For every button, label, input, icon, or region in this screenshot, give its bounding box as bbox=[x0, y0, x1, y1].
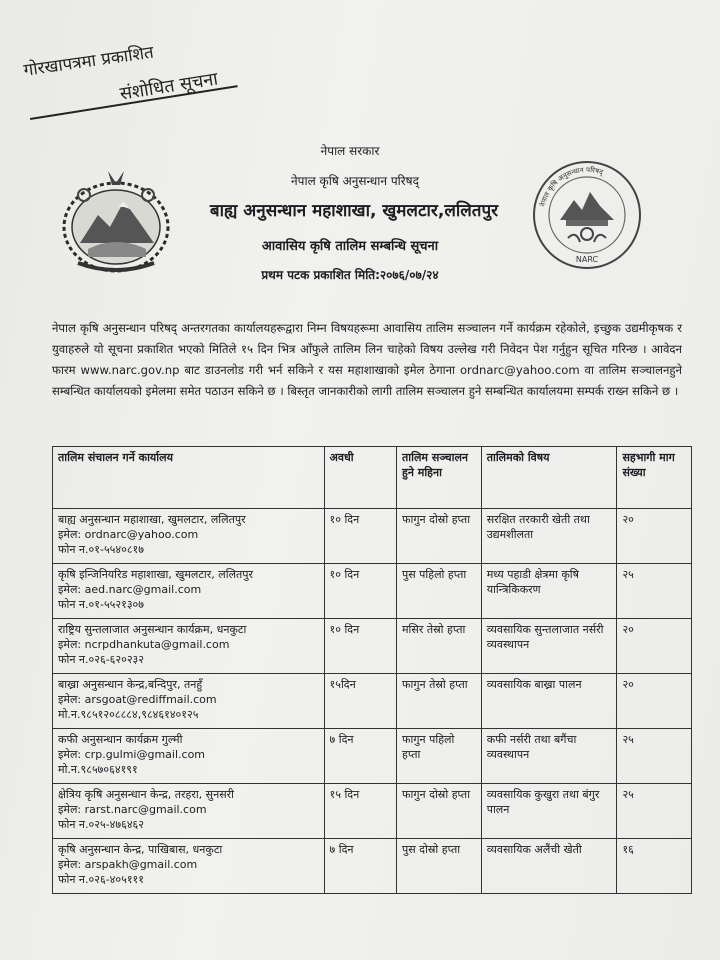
cell-duration: १५दिन bbox=[324, 674, 396, 729]
cell-office bbox=[53, 674, 325, 729]
office-name: कफी अनुसन्धान कार्यक्रम गुल्मी bbox=[58, 733, 183, 746]
handwritten-note-revised: संशोधित सूचना bbox=[118, 68, 220, 105]
cell-month: फागुन दोस्रो हप्ता bbox=[396, 509, 481, 564]
header-line-division: बाह्य अनुसन्धान महाशाखा, खुमलटार,ललितपुर bbox=[209, 201, 499, 221]
col-header-participants: सहभागी माग संख्या bbox=[617, 447, 692, 509]
office-phone: फोन न.०१-५५२१३०७ bbox=[58, 598, 144, 611]
cell-subject: सरक्षित तरकारी खेती तथा उद्यमशीलता bbox=[481, 509, 617, 564]
cell-duration: ७ दिन bbox=[324, 729, 396, 784]
table-row bbox=[53, 784, 692, 839]
table-row bbox=[53, 839, 692, 894]
cell-duration: १५ दिन bbox=[324, 784, 396, 839]
office-name: बाख्रा अनुसन्धान केन्द्र,बन्दिपुर, तनहुँ bbox=[58, 678, 203, 691]
table-header-row bbox=[53, 447, 692, 509]
office-phone: मो.न.९८५७०६४१९१ bbox=[58, 763, 138, 776]
col-header-office: तालिम संचालन गर्ने कार्यालय bbox=[53, 447, 325, 509]
cell-office bbox=[53, 564, 325, 619]
cell-count: २० bbox=[617, 509, 692, 564]
office-phone: फोन न.०२५-४७६४६२ bbox=[58, 818, 144, 831]
training-schedule-table bbox=[52, 446, 692, 894]
cell-duration: १० दिन bbox=[324, 564, 396, 619]
table-row bbox=[53, 509, 692, 564]
office-email: इमेल: ncrpdhankuta@gmail.com bbox=[58, 638, 230, 651]
office-name: क्षेत्रिय कृषि अनुसन्धान केन्द्र, तरहरा, सुनसरी bbox=[58, 788, 234, 801]
office-name: राष्ट्रिय सुन्तलाजात अनुसन्धान कार्यक्रम, धनकुटा bbox=[58, 623, 247, 636]
office-name: कृषि इन्जिनियरिड महाशाखा, खुमलटार, ललितपुर bbox=[58, 568, 254, 581]
cell-duration: ७ दिन bbox=[324, 839, 396, 894]
office-name: कृषि अनुसन्धान केन्द्र, पाखिबास, धनकुटा bbox=[58, 843, 223, 856]
office-email: इमेल: crp.gulmi@gmail.com bbox=[58, 748, 206, 761]
office-email: इमेल: arspakh@gmail.com bbox=[58, 858, 198, 871]
cell-month: मसिर तेस्रो हप्ता bbox=[396, 619, 481, 674]
table-row bbox=[53, 674, 692, 729]
table-row bbox=[53, 729, 692, 784]
cell-month: फागुन दोस्रो हप्ता bbox=[396, 784, 481, 839]
cell-count: २५ bbox=[617, 564, 692, 619]
cell-office bbox=[53, 784, 325, 839]
cell-office bbox=[53, 729, 325, 784]
narc-logo-label: NARC bbox=[575, 255, 599, 264]
cell-month: फागुन तेस्रो हप्ता bbox=[396, 674, 481, 729]
handwritten-note-published: गोरखापत्रमा प्रकाशित bbox=[22, 42, 155, 81]
cell-count: १६ bbox=[617, 839, 692, 894]
office-phone: मो.न.९८५१२०८८८४,९८४६१४०१२५ bbox=[58, 708, 199, 721]
cell-month: पुस पहिलो हप्ता bbox=[396, 564, 481, 619]
office-email: इमेल: rarst.narc@gmail.com bbox=[58, 803, 207, 816]
cell-duration: १० दिन bbox=[324, 619, 396, 674]
cell-subject: व्यवसायिक बाख्रा पालन bbox=[481, 674, 617, 729]
cell-count: २५ bbox=[617, 784, 692, 839]
cell-month: फागुन पहिलो हप्ता bbox=[396, 729, 481, 784]
cell-count: २५ bbox=[617, 729, 692, 784]
cell-count: २० bbox=[617, 619, 692, 674]
narc-logo-arc-text: नेपाल कृषि अनुसन्धान परिषद् bbox=[538, 165, 604, 208]
cell-office bbox=[53, 509, 325, 564]
office-email: इमेल: aed.narc@gmail.com bbox=[58, 583, 202, 596]
header-line-government: नेपाल सरकार bbox=[320, 144, 380, 158]
office-phone: फोन न.०२६-६२०२३२ bbox=[58, 653, 144, 666]
cell-subject: मध्य पहाडी क्षेत्रमा कृषि यान्त्रिकिकरण bbox=[481, 564, 617, 619]
header-line-publish-date: प्रथम पटक प्रकाशित मिति:२०७६/०७/२४ bbox=[261, 268, 439, 282]
office-phone: फोन न.०१-५५४०८१७ bbox=[58, 543, 144, 556]
header-line-council: नेपाल कृषि अनुसन्धान परिषद् bbox=[291, 174, 419, 188]
table-row bbox=[53, 619, 692, 674]
col-header-month: तालिम सञ्चालन हुने महिना bbox=[396, 447, 481, 509]
office-phone: फोन न.०२६-४०५१११ bbox=[58, 873, 144, 886]
cell-subject: व्यवसायिक कुखुरा तथा बंगुर पालन bbox=[481, 784, 617, 839]
cell-office bbox=[53, 839, 325, 894]
cell-office bbox=[53, 619, 325, 674]
office-email: इमेल: arsgoat@rediffmail.com bbox=[58, 693, 217, 706]
cell-month: पुस दोस्रो हप्ता bbox=[396, 839, 481, 894]
col-header-subject: तालिमको विषय bbox=[481, 447, 617, 509]
col-header-duration: अवधी bbox=[324, 447, 396, 509]
cell-subject: व्यवसायिक सुन्तलाजात नर्सरी व्यवस्थापन bbox=[481, 619, 617, 674]
office-name: बाह्य अनुसन्धान महाशाखा, खुमलटार, ललितपुर bbox=[58, 513, 246, 526]
cell-duration: १० दिन bbox=[324, 509, 396, 564]
table-row bbox=[53, 564, 692, 619]
office-email: इमेल: ordnarc@yahoo.com bbox=[58, 528, 199, 541]
header-line-notice-title: आवासिय कृषि तालिम सम्बन्धि सूचना bbox=[261, 239, 439, 254]
notice-body-text: नेपाल कृषि अनुसन्धान परिषद् अन्तरगतका कार्यालयहरूद्वारा निम्न विषयहरूमा आवासिय तालिम सञ्चालन गर्ने कार्यक्रम रहेकोले, इच्छुक उद्यमीकृषक र युवाहरुले यो सूचना प्रकाशित भएको मितिले १५ दिन भित्र आँफुले तालिम लिन चाहेको विषय उल्लेख गरी निवेदन पेश गर्नुहुन सूचित गरिन्छ । आवेदन फारम www.narc.gov.np बाट डाउनलोड गरी भर्न सकिने र यस महाशाखाको इमेल ठेगाना ordnarc@yahoo.com वा तालिम सञ्चालनहुने सम्बन्धित कार्यालयको इमेलमा समेत पठाउन सकिने छ । बिस्तृत जानकारीको लागी तालिम सञ्चालन हुने सम्बन्धित कार्यालयमा सम्पर्क राख्न सकिने छ । bbox=[52, 321, 682, 398]
cell-subject: व्यवसायिक अलैंची खेती bbox=[481, 839, 617, 894]
cell-count: २० bbox=[617, 674, 692, 729]
cell-subject: कफी नर्सरी तथा बगैंचा व्यवस्थापन bbox=[481, 729, 617, 784]
